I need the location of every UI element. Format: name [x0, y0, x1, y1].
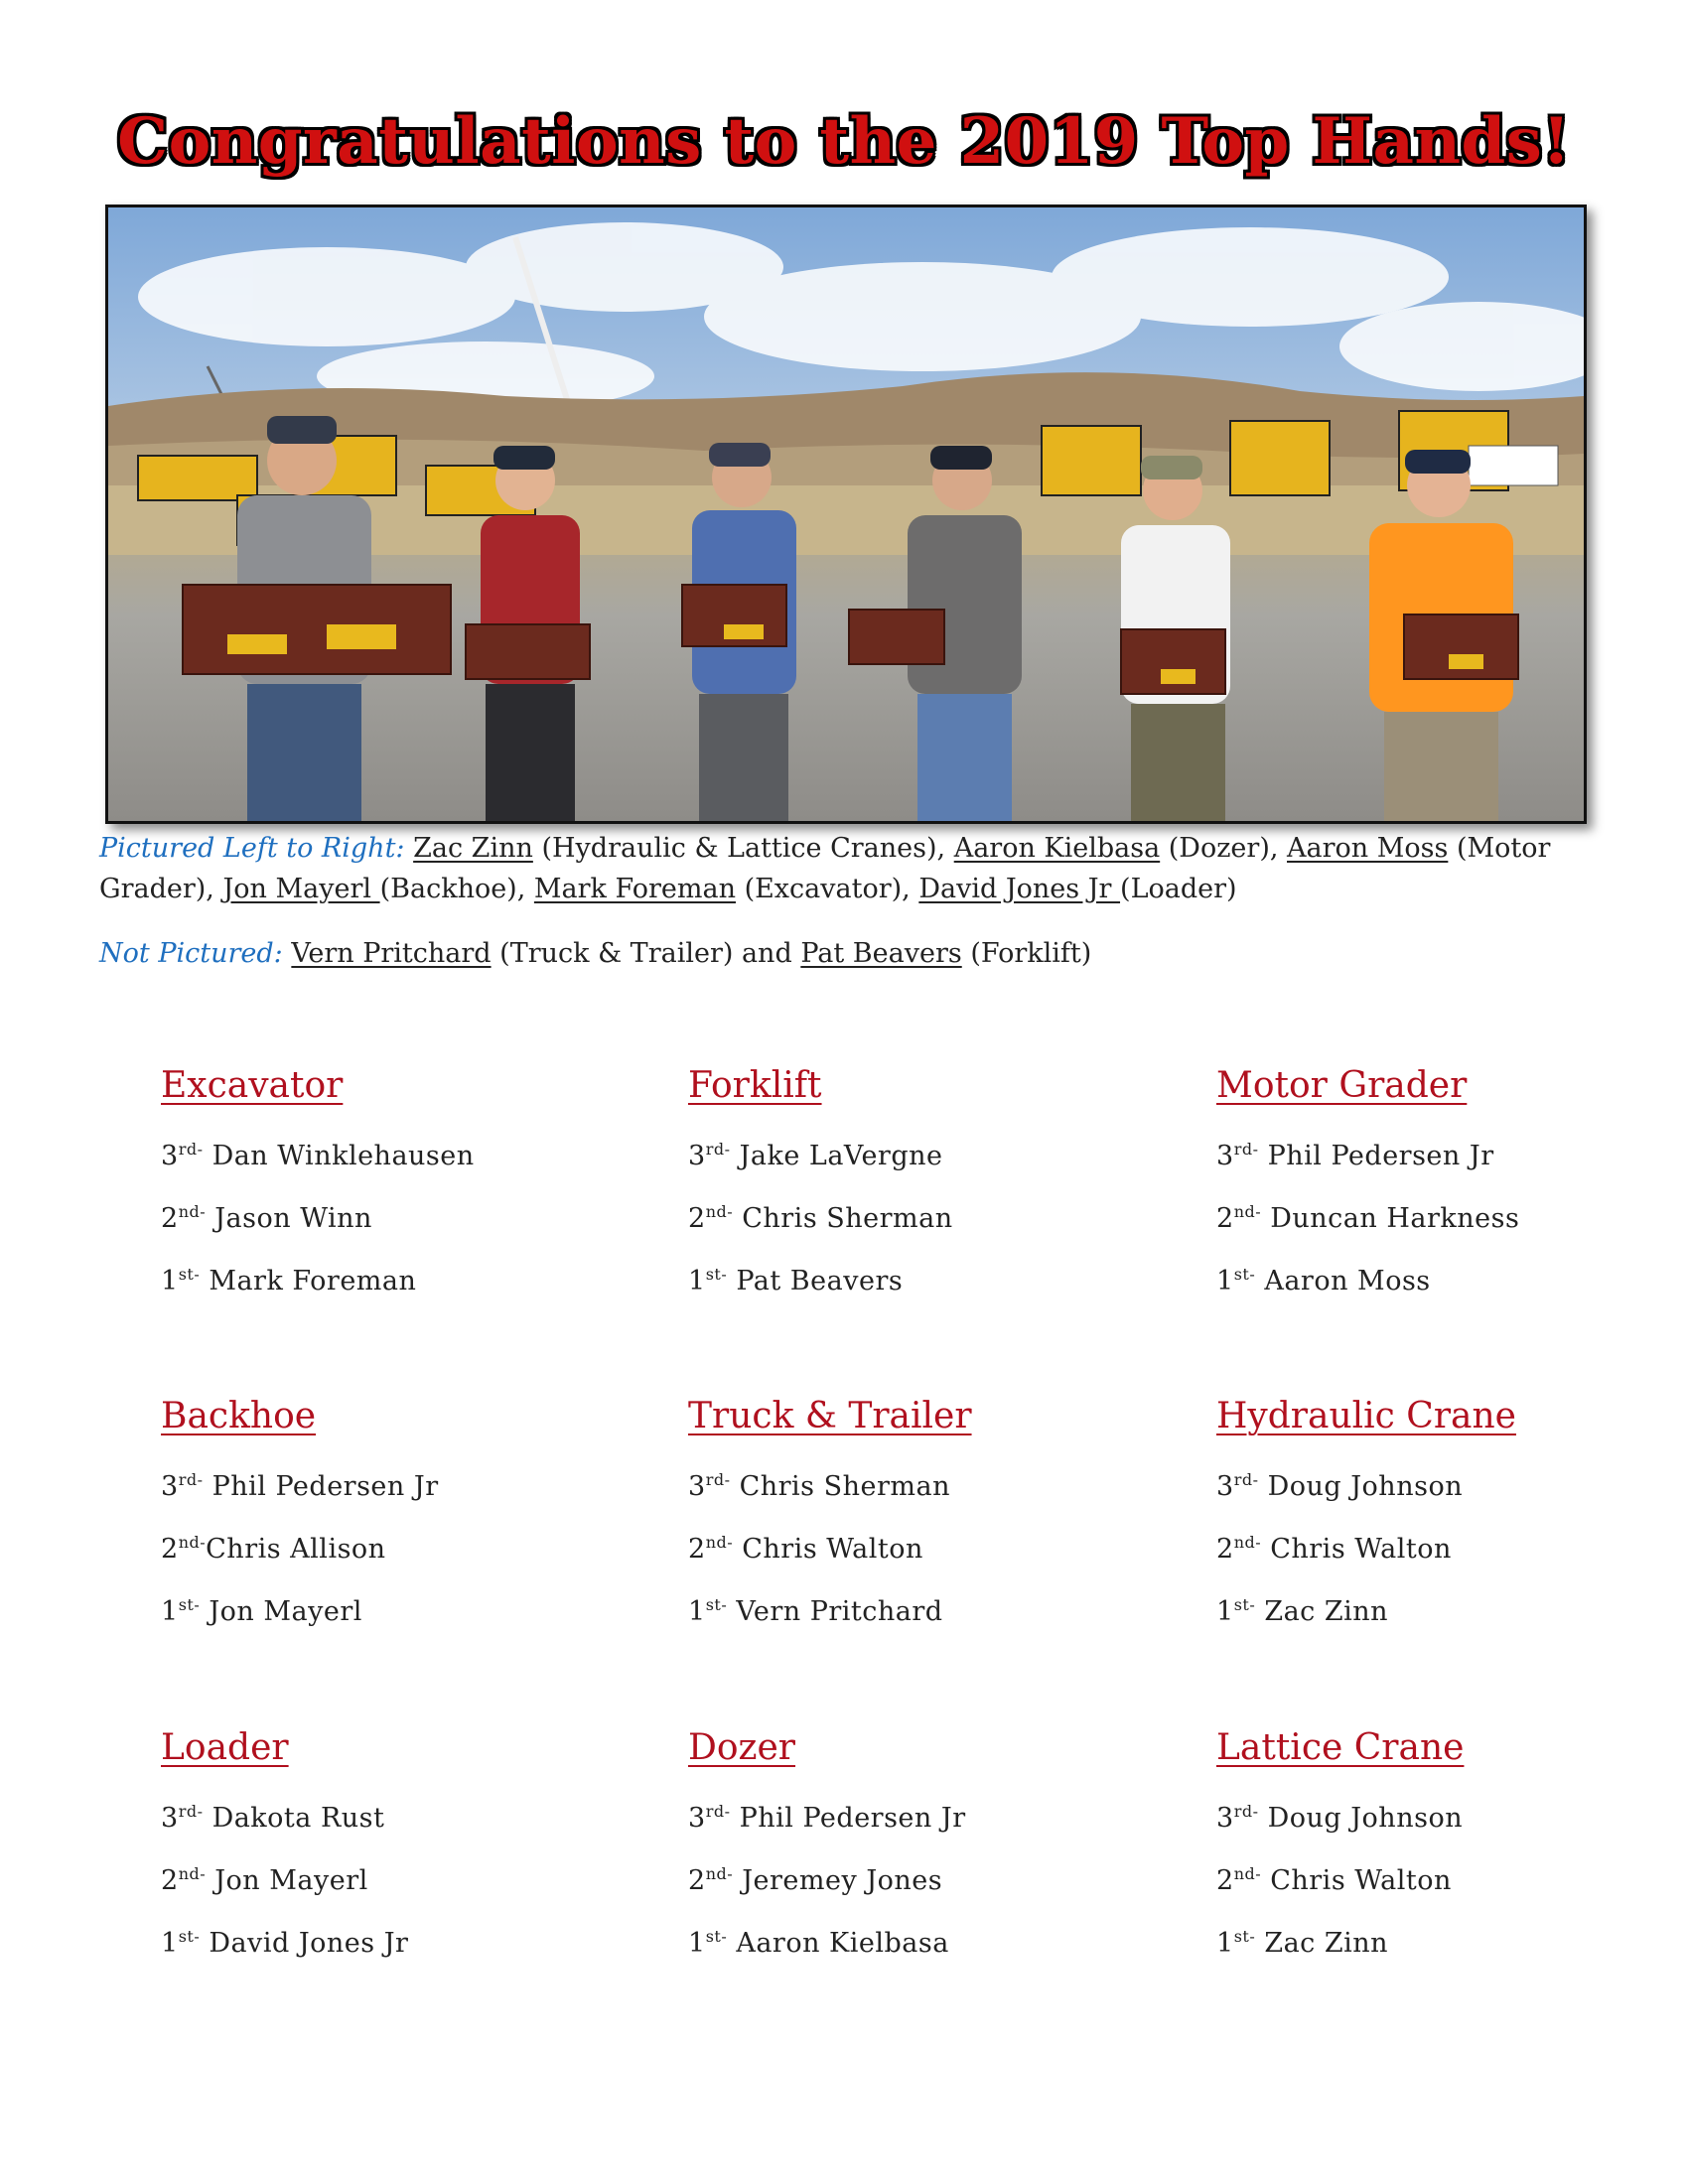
placement-ordinal: 1 — [688, 1596, 706, 1627]
placement-row — [1216, 1533, 1688, 1567]
placement-ordinal: 1 — [161, 1928, 179, 1959]
placement-row — [1216, 1470, 1688, 1504]
placement-name: Chris Walton — [1261, 1865, 1452, 1896]
placement-row — [688, 1470, 1165, 1504]
placement-name: Zac Zinn — [1255, 1596, 1389, 1627]
placement-ordinal: 2 — [1216, 1534, 1234, 1565]
caption-name: Zac Zinn — [413, 833, 533, 864]
caption-name: Vern Pritchard — [291, 938, 492, 969]
placement-row — [1216, 1265, 1688, 1298]
placement-ordinal: 1 — [1216, 1596, 1234, 1627]
caption-role: (Motor Grader), — [99, 833, 1551, 904]
photo-caption — [99, 828, 1609, 909]
placement-ordinal: 3 — [688, 1803, 706, 1834]
category-title: Loader — [161, 1727, 289, 1768]
placement-row — [1216, 1864, 1688, 1898]
placement-suffix: nd- — [705, 1533, 734, 1552]
placement-row — [1216, 1927, 1688, 1961]
caption-name: Aaron Kielbasa — [953, 833, 1161, 864]
placement-suffix: nd- — [1233, 1533, 1262, 1552]
placement-suffix: rd- — [178, 1470, 204, 1489]
placement-name: Doug Johnson — [1258, 1471, 1464, 1502]
placement-suffix: st- — [178, 1595, 201, 1614]
category-title: Dozer — [688, 1727, 796, 1768]
caption-name: Pat Beavers — [800, 938, 962, 969]
placement-suffix: nd- — [178, 1864, 207, 1883]
category-backhoe — [161, 1396, 637, 1629]
page-title: Congratulations to the 2019 Top Hands! — [117, 104, 1571, 179]
placement-suffix: st- — [178, 1927, 201, 1946]
placement-name: Phil Pedersen Jr — [1258, 1141, 1494, 1171]
placement-ordinal: 3 — [1216, 1471, 1234, 1502]
caption-role: (Hydraulic & Lattice Cranes), — [532, 833, 954, 864]
placement-name: Zac Zinn — [1255, 1928, 1389, 1959]
placement-name: Chris Walton — [733, 1534, 923, 1565]
placement-name: Jeremey Jones — [733, 1865, 943, 1896]
category-hydraulic-crane — [1216, 1396, 1688, 1629]
placement-suffix: rd- — [1233, 1470, 1259, 1489]
category-title: Hydraulic Crane — [1216, 1396, 1516, 1436]
placement-ordinal: 3 — [161, 1471, 179, 1502]
placement-ordinal: 2 — [688, 1203, 706, 1234]
category-title: Lattice Crane — [1216, 1727, 1465, 1768]
placement-ordinal: 3 — [161, 1803, 179, 1834]
placement-row — [688, 1265, 1165, 1298]
placement-ordinal: 3 — [161, 1141, 179, 1171]
caption-lead: Pictured Left to Right: — [99, 833, 405, 864]
placement-suffix: rd- — [705, 1140, 731, 1159]
placement-ordinal: 2 — [161, 1534, 179, 1565]
placement-ordinal: 3 — [688, 1141, 706, 1171]
placement-row — [1216, 1202, 1688, 1236]
category-title: Truck & Trailer — [688, 1396, 972, 1436]
placement-row — [161, 1595, 637, 1629]
placement-suffix: st- — [705, 1265, 728, 1284]
placement-name: Phil Pedersen Jr — [730, 1803, 966, 1834]
caption-role: (Forklift) — [961, 938, 1092, 969]
caption-name: Jon Mayerl — [222, 874, 380, 904]
placement-suffix: st- — [705, 1595, 728, 1614]
caption-name: Aaron Moss — [1287, 833, 1449, 864]
placement-suffix: rd- — [705, 1802, 731, 1821]
placement-name: Duncan Harkness — [1261, 1203, 1520, 1234]
caption-role: (Dozer), — [1160, 833, 1288, 864]
category-motor-grader — [1216, 1065, 1688, 1298]
caption-role: (Backhoe), — [379, 874, 534, 904]
placement-ordinal: 2 — [688, 1865, 706, 1896]
placement-ordinal: 3 — [1216, 1141, 1234, 1171]
placement-name: Jake LaVergne — [730, 1141, 943, 1171]
placement-row — [688, 1802, 1165, 1836]
placement-row — [161, 1140, 637, 1173]
placement-name: Chris Walton — [1261, 1534, 1452, 1565]
category-loader — [161, 1727, 637, 1961]
placement-row — [161, 1802, 637, 1836]
placement-row — [161, 1864, 637, 1898]
caption-name: David Jones Jr — [918, 874, 1121, 904]
placement-suffix: st- — [1233, 1265, 1256, 1284]
placement-row — [688, 1202, 1165, 1236]
placement-name: Chris Sherman — [733, 1203, 953, 1234]
placement-suffix: nd- — [705, 1202, 734, 1221]
placement-suffix: nd- — [705, 1864, 734, 1883]
placement-row — [161, 1533, 637, 1567]
placement-suffix: nd- — [1233, 1864, 1262, 1883]
placement-name: Vern Pritchard — [727, 1596, 943, 1627]
placement-suffix: nd- — [1233, 1202, 1262, 1221]
placement-suffix: rd- — [178, 1140, 204, 1159]
placement-row — [1216, 1802, 1688, 1836]
placement-ordinal: 1 — [1216, 1928, 1234, 1959]
placement-suffix: nd- — [178, 1202, 207, 1221]
placement-row — [161, 1927, 637, 1961]
placement-name: Doug Johnson — [1258, 1803, 1464, 1834]
placement-row — [161, 1202, 637, 1236]
placement-row — [161, 1265, 637, 1298]
placement-name: Jon Mayerl — [206, 1865, 368, 1896]
placement-ordinal: 2 — [1216, 1865, 1234, 1896]
placement-suffix: rd- — [705, 1470, 731, 1489]
caption-role: (Excavator), — [735, 874, 919, 904]
placement-name: Pat Beavers — [727, 1266, 904, 1297]
placement-name: Aaron Kielbasa — [727, 1928, 949, 1959]
placement-row — [161, 1470, 637, 1504]
placement-ordinal: 1 — [161, 1266, 179, 1297]
placement-ordinal: 3 — [1216, 1803, 1234, 1834]
placement-ordinal: 2 — [161, 1203, 179, 1234]
placement-name: Jason Winn — [206, 1203, 372, 1234]
group-photo — [105, 205, 1587, 824]
category-title: Motor Grader — [1216, 1065, 1468, 1106]
placement-name: Aaron Moss — [1255, 1266, 1431, 1297]
placement-ordinal: 1 — [688, 1266, 706, 1297]
category-dozer — [688, 1727, 1165, 1961]
placement-name: Chris Allison — [206, 1534, 386, 1565]
placement-name: David Jones Jr — [200, 1928, 409, 1959]
placement-suffix: rd- — [178, 1802, 204, 1821]
placement-suffix: rd- — [1233, 1140, 1259, 1159]
category-forklift — [688, 1065, 1165, 1298]
placement-suffix: rd- — [1233, 1802, 1259, 1821]
placement-row — [688, 1927, 1165, 1961]
placement-name: Dan Winklehausen — [203, 1141, 475, 1171]
not-pictured-lead: Not Pictured: — [99, 938, 283, 969]
placement-name: Jon Mayerl — [200, 1596, 362, 1627]
placement-ordinal: 1 — [1216, 1266, 1234, 1297]
category-excavator — [161, 1065, 637, 1298]
placement-row — [688, 1864, 1165, 1898]
category-title: Forklift — [688, 1065, 822, 1106]
placement-name: Dakota Rust — [203, 1803, 385, 1834]
placement-row — [1216, 1140, 1688, 1173]
placement-name: Mark Foreman — [200, 1266, 417, 1297]
caption-role: (Loader) — [1120, 874, 1237, 904]
category-lattice-crane — [1216, 1727, 1688, 1961]
category-title: Backhoe — [161, 1396, 317, 1436]
placement-ordinal: 3 — [688, 1471, 706, 1502]
placement-row — [688, 1595, 1165, 1629]
placement-row — [688, 1533, 1165, 1567]
placement-suffix: st- — [1233, 1927, 1256, 1946]
placement-ordinal: 2 — [688, 1534, 706, 1565]
placement-name: Phil Pedersen Jr — [203, 1471, 439, 1502]
placement-row — [1216, 1595, 1688, 1629]
placement-suffix: st- — [705, 1927, 728, 1946]
placement-ordinal: 1 — [161, 1596, 179, 1627]
placement-ordinal: 1 — [688, 1928, 706, 1959]
placement-suffix: st- — [178, 1265, 201, 1284]
placement-ordinal: 2 — [1216, 1203, 1234, 1234]
not-pictured-caption — [99, 933, 1609, 974]
placement-suffix: nd- — [178, 1533, 207, 1552]
placement-suffix: st- — [1233, 1595, 1256, 1614]
placement-name: Chris Sherman — [730, 1471, 950, 1502]
placement-row — [688, 1140, 1165, 1173]
caption-name: Mark Foreman — [533, 874, 736, 904]
placement-ordinal: 2 — [161, 1865, 179, 1896]
caption-role: (Truck & Trailer) and — [491, 938, 801, 969]
category-title: Excavator — [161, 1065, 344, 1106]
category-truck-trailer — [688, 1396, 1165, 1629]
